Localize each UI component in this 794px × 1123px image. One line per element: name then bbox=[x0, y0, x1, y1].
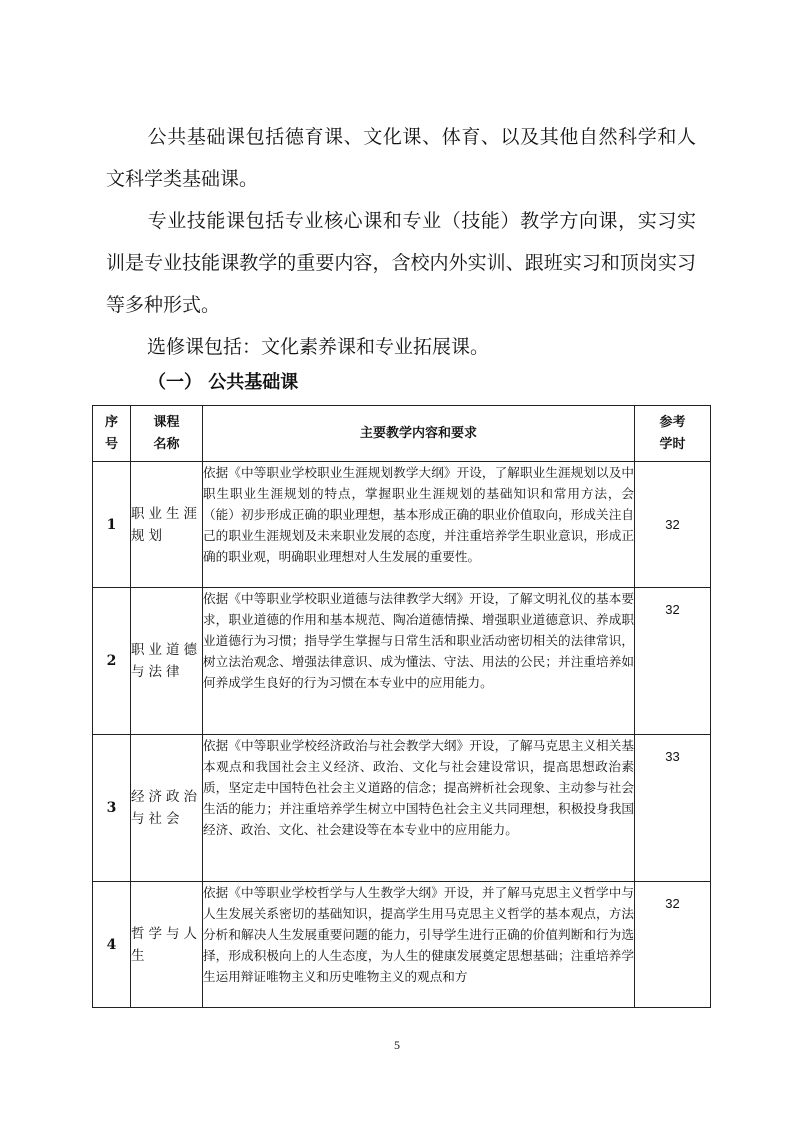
page-number: 5 bbox=[394, 1038, 400, 1052]
row-num: 1 bbox=[93, 462, 131, 588]
row-course-name: 职业道德与法律 bbox=[131, 588, 203, 735]
row-course-name: 职业生涯规划 bbox=[131, 462, 203, 588]
row-hours: 33 bbox=[635, 735, 711, 882]
paragraph-professional-courses: 专业技能课包括专业核心课和专业（技能）教学方向课，实习实训是专业技能课教学的重要内容，含校内外实训、跟班实习和顶岗实习等多种形式。 bbox=[106, 210, 696, 316]
row-content: 依据《中等职业学校职业生涯规划教学大纲》开设，了解职业生涯规划以及中职生职业生涯规划的特点，掌握职业生涯规划的基础知识和常用方法，会（能）初步形成正确的职业理想，基本形成正确的职业价值取向，形成关注自己的职业生涯规划及未来职业发展的态度，并注重培养学生职业意识，形成正确的职业观，明确职业理想对人生发展的重要性。 bbox=[203, 462, 635, 588]
row-hours: 32 bbox=[635, 882, 711, 1008]
table-row bbox=[93, 735, 711, 882]
header-content: 主要教学内容和要求 bbox=[203, 406, 635, 462]
course-table bbox=[92, 405, 711, 1008]
table-row bbox=[93, 462, 711, 588]
row-content: 依据《中等职业学校哲学与人生教学大纲》开设，并了解马克思主义哲学中与人生发展关系密切的基础知识，提高学生用马克思主义哲学的基本观点，方法分析和解决人生发展重要问题的能力，引导学生进行正确的价值判断和行为选择，形成积极向上的人生态度，为人生的健康发展奠定思想基础；注重培养学生运用辩证唯物主义和历史唯物主义的观点和方 bbox=[203, 882, 635, 1008]
row-hours: 32 bbox=[635, 588, 711, 735]
row-course-name: 经济政治与社会 bbox=[131, 735, 203, 882]
table-header-row bbox=[93, 406, 711, 462]
header-num: 序号 bbox=[93, 406, 131, 462]
paragraph-elective-courses: 选修课包括：文化素养课和专业拓展课。 bbox=[147, 336, 490, 358]
header-hours: 参考学时 bbox=[635, 406, 711, 462]
row-content: 依据《中等职业学校经济政治与社会教学大纲》开设，了解马克思主义相关基本观点和我国社会主义经济、政治、文化与社会建设常识，提高思想政治素质，坚定走中国特色社会主义道路的信念；提高辨析社会现象、主动参与社会生活的能力；并注重培养学生树立中国特色社会主义共同理想，积极投身我国经济、政治、文化、社会建设等在本专业中的应用能力。 bbox=[203, 735, 635, 882]
row-num: 2 bbox=[93, 588, 131, 735]
header-name: 课程名称 bbox=[131, 406, 203, 462]
row-content: 依据《中等职业学校职业道德与法律教学大纲》开设，了解文明礼仪的基本要求，职业道德的作用和基本规范、陶冶道德情操、增强职业道德意识、养成职业道德行为习惯；指导学生掌握与日常生活和职业活动密切相关的法律常识，树立法治观念、增强法律意识、成为懂法、守法、用法的公民；并注重培养如何养成学生良好的行为习惯在本专业中的应用能力。 bbox=[203, 588, 635, 735]
row-num: 4 bbox=[93, 882, 131, 1008]
row-num: 3 bbox=[93, 735, 131, 882]
section-heading: （一） 公共基础课 bbox=[148, 372, 299, 393]
paragraph-public-courses: 公共基础课包括德育课、文化课、体育、以及其他自然科学和人文科学类基础课。 bbox=[106, 126, 696, 190]
table-row bbox=[93, 588, 711, 735]
row-course-name: 哲学与人生 bbox=[131, 882, 203, 1008]
table-row bbox=[93, 882, 711, 1008]
row-hours: 32 bbox=[635, 462, 711, 588]
